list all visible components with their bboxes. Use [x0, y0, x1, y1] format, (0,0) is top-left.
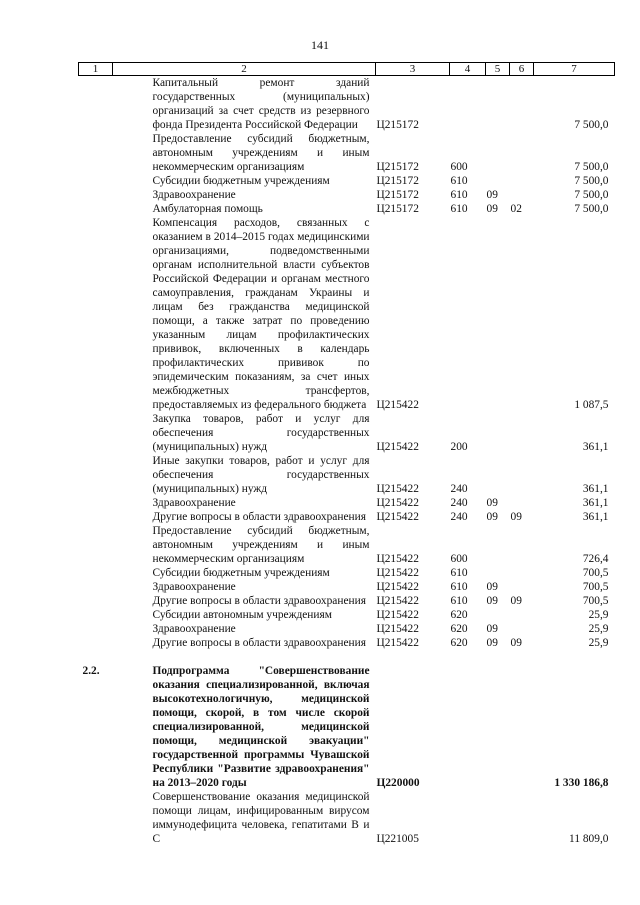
- row-amount: 700,5: [582, 567, 609, 579]
- row-number: [79, 412, 113, 454]
- row-vr: 610: [450, 595, 468, 607]
- row-vr: 610: [450, 175, 468, 187]
- row-amount: 25,9: [588, 637, 609, 649]
- row-code: Ц215172: [376, 175, 419, 187]
- row-code: Ц215422: [376, 637, 419, 649]
- row-code: Ц215172: [376, 119, 419, 131]
- table-row: [79, 622, 615, 636]
- row-rz: [486, 790, 510, 846]
- row-pr: [510, 216, 534, 412]
- row-name: Субсидии бюджетным учреждениям: [152, 175, 330, 187]
- row-number: 2.2.: [82, 665, 100, 677]
- row-name: Капитальный ремонт зданий государственных (муниципальных) организаций за счет средств из резервного фонда Президента Российской Федерации: [152, 77, 370, 131]
- spacer-cell: [79, 650, 615, 664]
- row-name: Совершенствование оказания медицинской помощи лицам, инфицированным вирусом иммунодефицита человека, гепатитами B и C: [152, 791, 370, 845]
- row-amount: 361,1: [582, 497, 609, 509]
- table-row: [79, 790, 615, 846]
- row-code: Ц221005: [376, 833, 419, 845]
- row-pr: [510, 76, 534, 133]
- row-name: Иные закупки товаров, работ и услуг для обеспечения государственных (муниципальных) нужд: [152, 455, 370, 495]
- row-number: [79, 216, 113, 412]
- row-amount: 25,9: [588, 609, 609, 621]
- row-amount: 361,1: [582, 441, 609, 453]
- row-code: Ц215422: [376, 511, 419, 523]
- row-pr: [510, 790, 534, 846]
- row-name: Закупка товаров, работ и услуг для обеспечения государственных (муниципальных) нужд: [152, 413, 370, 453]
- row-amount: 361,1: [582, 483, 609, 495]
- row-amount: 1 087,5: [574, 399, 609, 411]
- row-name: Амбулаторная помощь: [152, 203, 263, 215]
- row-code: Ц215422: [376, 399, 419, 411]
- page-number: 141: [311, 38, 329, 52]
- table-body: [79, 76, 615, 847]
- row-name: Компенсация расходов, связанных с оказанием в 2014–2015 годах медицинскими организациями, подведомственными органам исполнительной власти субъектов Российской Федерации и органам местного самоуправления, гражданам Украины и лицам без гражданства медицинской помощи, а также затрат по проведению указанным лицам профилактических прививок, включенных в календарь профилактических прививок по эпидемическим показаниям, за счет иных межбюджетных трансфертов, предоставляемых из федерального бюджета: [152, 217, 370, 411]
- row-rz: [486, 216, 510, 412]
- row-name: Субсидии автономным учреждениям: [152, 609, 332, 621]
- row-number: [79, 580, 113, 594]
- row-number: [79, 566, 113, 580]
- spacer-row: [79, 650, 615, 664]
- row-code: Ц215172: [376, 161, 419, 173]
- row-rz: [486, 174, 510, 188]
- table-row: [79, 496, 615, 510]
- header-cell: 2: [113, 63, 376, 76]
- row-pr: [510, 566, 534, 580]
- row-vr: 240: [450, 483, 468, 495]
- table-row: [79, 636, 615, 650]
- row-vr: 240: [450, 497, 468, 509]
- row-vr: [450, 664, 486, 790]
- table-row: [79, 132, 615, 174]
- row-code: Ц215172: [376, 203, 419, 215]
- row-amount: 7 500,0: [574, 203, 609, 215]
- row-vr: [450, 216, 486, 412]
- row-amount: 726,4: [582, 553, 609, 565]
- row-number: [79, 76, 113, 133]
- row-rz: 09: [486, 595, 498, 607]
- row-rz: 09: [486, 623, 498, 635]
- row-amount: 25,9: [588, 623, 609, 635]
- table-row: [79, 216, 615, 412]
- row-rz: 09: [486, 511, 498, 523]
- row-amount: 700,5: [582, 595, 609, 607]
- row-name: Здравоохранение: [152, 189, 236, 201]
- row-pr: 02: [510, 203, 522, 215]
- row-vr: [450, 76, 486, 133]
- row-rz: [486, 524, 510, 566]
- row-amount: 700,5: [582, 581, 609, 593]
- row-number: [79, 622, 113, 636]
- row-number: [79, 636, 113, 650]
- row-rz: [486, 76, 510, 133]
- row-amount: 7 500,0: [574, 175, 609, 187]
- row-name: Другие вопросы в области здравоохранения: [152, 637, 366, 649]
- row-vr: 610: [450, 567, 468, 579]
- header-cell: 3: [376, 63, 450, 76]
- table-row: [79, 412, 615, 454]
- row-pr: [510, 664, 534, 790]
- row-rz: [486, 566, 510, 580]
- row-amount: 361,1: [582, 511, 609, 523]
- row-amount: 1 330 186,8: [554, 777, 609, 789]
- row-name: Здравоохранение: [152, 497, 236, 509]
- row-code: Ц220000: [376, 777, 420, 789]
- row-number: [79, 132, 113, 174]
- row-rz: [486, 412, 510, 454]
- table-header: [79, 63, 615, 76]
- table-row: [79, 202, 615, 216]
- row-name: Здравоохранение: [152, 623, 236, 635]
- row-number: [79, 524, 113, 566]
- header-cell: 7: [534, 63, 615, 76]
- row-pr: [510, 454, 534, 496]
- row-number: [79, 188, 113, 202]
- row-number: [79, 608, 113, 622]
- header-cell: 5: [486, 63, 510, 76]
- row-vr: [450, 790, 486, 846]
- table-row: [79, 524, 615, 566]
- table-row: [79, 608, 615, 622]
- row-code: Ц215422: [376, 609, 419, 621]
- row-rz: 09: [486, 203, 498, 215]
- table-row: [79, 580, 615, 594]
- row-pr: [510, 132, 534, 174]
- row-name: Здравоохранение: [152, 581, 236, 593]
- row-pr: [510, 174, 534, 188]
- row-code: Ц215422: [376, 623, 419, 635]
- row-code: Ц215422: [376, 441, 419, 453]
- row-name: Предоставление субсидий бюджетным, автономным учреждениям и иным некоммерческим организациям: [152, 133, 370, 173]
- row-pr: [510, 580, 534, 594]
- row-pr: [510, 524, 534, 566]
- row-name: Предоставление субсидий бюджетным, автономным учреждениям и иным некоммерческим организациям: [152, 525, 370, 565]
- row-rz: [486, 608, 510, 622]
- table-row: [79, 510, 615, 524]
- row-rz: [486, 454, 510, 496]
- header-cell: 4: [450, 63, 486, 76]
- row-code: Ц215422: [376, 595, 419, 607]
- row-rz: 09: [486, 497, 498, 509]
- row-rz: [486, 132, 510, 174]
- row-pr: 09: [510, 595, 522, 607]
- table-row: [79, 188, 615, 202]
- row-pr: 09: [510, 637, 522, 649]
- table-row: [79, 454, 615, 496]
- row-number: [79, 510, 113, 524]
- row-name: Другие вопросы в области здравоохранения: [152, 595, 366, 607]
- row-vr: 610: [450, 581, 468, 593]
- row-amount: 7 500,0: [574, 189, 609, 201]
- row-amount: 7 500,0: [574, 161, 609, 173]
- row-vr: 610: [450, 203, 468, 215]
- row-vr: 600: [450, 161, 468, 173]
- row-number: [79, 174, 113, 188]
- row-vr: 620: [450, 637, 468, 649]
- row-amount: 7 500,0: [574, 119, 609, 131]
- row-rz: [486, 664, 510, 790]
- row-vr: 620: [450, 623, 468, 635]
- row-code: Ц215422: [376, 581, 419, 593]
- table-row: [79, 76, 615, 133]
- table-row: [79, 566, 615, 580]
- row-code: Ц215172: [376, 189, 419, 201]
- row-pr: [510, 622, 534, 636]
- budget-table: [78, 62, 615, 846]
- row-amount: 11 809,0: [569, 833, 609, 845]
- row-pr: [510, 188, 534, 202]
- row-name: Другие вопросы в области здравоохранения: [152, 511, 366, 523]
- row-pr: [510, 608, 534, 622]
- row-code: Ц215422: [376, 497, 419, 509]
- row-number: [79, 790, 113, 846]
- row-name: Субсидии бюджетным учреждениям: [152, 567, 330, 579]
- header-cell: 1: [79, 63, 113, 76]
- row-vr: 240: [450, 511, 468, 523]
- row-number: [79, 454, 113, 496]
- table-row: [79, 664, 615, 790]
- row-code: Ц215422: [376, 567, 419, 579]
- row-name: Подпрограмма "Совершенствование оказания специализированной, включая высокотехнологичную, медицинской помощи, скорой, в том числе скорой специализированной, медицинской помощи, медицинской эвакуации" государственной программы Чувашской Республики "Развитие здравоохранения" на 2013–2020 годы: [152, 665, 370, 789]
- row-rz: 09: [486, 189, 498, 201]
- row-vr: 600: [450, 553, 468, 565]
- row-number: [79, 202, 113, 216]
- row-pr: [510, 412, 534, 454]
- row-rz: 09: [486, 581, 498, 593]
- table-row: [79, 174, 615, 188]
- row-number: [79, 496, 113, 510]
- row-number: [79, 594, 113, 608]
- row-rz: 09: [486, 637, 498, 649]
- header-cell: 6: [510, 63, 534, 76]
- row-vr: 620: [450, 609, 468, 621]
- row-vr: 200: [450, 441, 468, 453]
- row-vr: 610: [450, 189, 468, 201]
- table-row: [79, 594, 615, 608]
- row-code: Ц215422: [376, 553, 419, 565]
- row-pr: 09: [510, 511, 522, 523]
- row-pr: [510, 496, 534, 510]
- row-code: Ц215422: [376, 483, 419, 495]
